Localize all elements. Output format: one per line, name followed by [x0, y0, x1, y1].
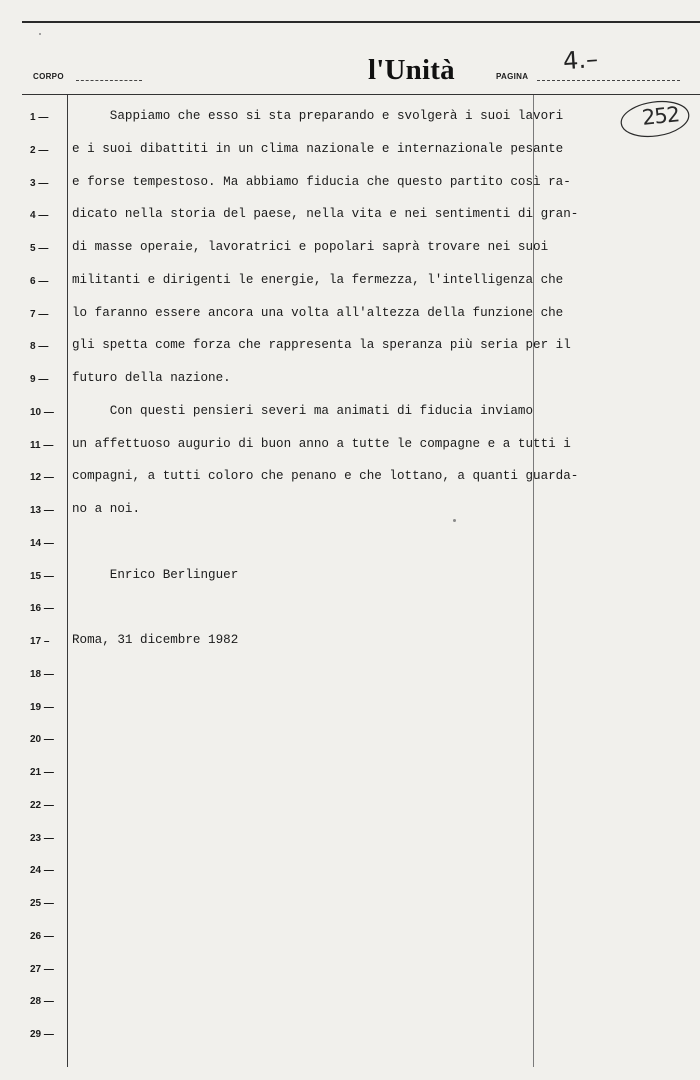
- line-number: 23 —: [30, 832, 54, 844]
- pagina-field-line: [537, 80, 680, 81]
- page-number-handwritten: 4.–: [562, 44, 599, 76]
- line-number: 21 —: [30, 767, 54, 778]
- line-number: 22 —: [30, 799, 54, 811]
- line-number: 25 —: [30, 898, 54, 909]
- line-number: 11 —: [30, 439, 54, 451]
- typed-line: Con questi pensieri severi ma animati di fiducia inviamo: [72, 403, 534, 418]
- line-number: 7 —: [30, 308, 49, 320]
- line-number: 15 —: [30, 570, 54, 582]
- typed-line: futuro della nazione.: [72, 371, 231, 385]
- typed-line: militanti e dirigenti le energie, la fermezza, l'intelligenza che: [72, 272, 564, 287]
- typed-line: Enrico Berlinguer: [72, 567, 239, 582]
- line-number: 5 —: [30, 243, 49, 254]
- line-number: 20 —: [30, 734, 54, 746]
- line-number: 28 —: [30, 996, 54, 1008]
- corpo-label: CORPO: [33, 72, 64, 81]
- line-number: 14 —: [30, 537, 54, 549]
- left-margin-line: [67, 95, 68, 1067]
- typed-line: di masse operaie, lavoratrici e popolari saprà trovare nei suoi: [72, 240, 549, 254]
- line-number: 10 —: [30, 406, 54, 418]
- typed-line: e forse tempestoso. Ma abbiamo fiducia che questo partito così ra-: [72, 174, 571, 189]
- archive-number: 252: [640, 102, 681, 130]
- typed-line: gli spetta come forza che rappresenta la speranza più seria per il: [72, 338, 571, 353]
- typed-line: compagni, a tutti coloro che penano e che lottano, a quanti guarda-: [72, 469, 579, 484]
- line-number: 9 —: [30, 374, 49, 385]
- line-number: 16 —: [30, 603, 54, 615]
- paper-speck: [453, 519, 456, 522]
- line-number: 12 —: [30, 472, 54, 484]
- line-number: 4 —: [30, 210, 49, 222]
- line-number: 3 —: [30, 177, 49, 189]
- line-number: 27 —: [30, 963, 54, 975]
- typed-line: dicato nella storia del paese, nella vita e nei sentimenti di gran-: [72, 207, 579, 222]
- line-number: 26 —: [30, 930, 54, 942]
- line-number: 2 —: [30, 144, 49, 156]
- typed-line: Sappiamo che esso si sta preparando e svolgerà i suoi lavori: [72, 109, 564, 123]
- top-rule: [22, 21, 700, 23]
- masthead-title: l'Unità: [368, 54, 455, 86]
- line-number: 8 —: [30, 341, 49, 353]
- typed-line: no a noi.: [72, 502, 141, 516]
- typed-line: e i suoi dibattiti in un clima nazionale e internazionale pesante: [72, 141, 564, 156]
- typed-line: lo faranno essere ancora una volta all'altezza della funzione che: [72, 305, 564, 320]
- line-number: 17 –: [30, 636, 50, 647]
- typed-line: un affettuoso augurio di buon anno a tutte le compagne e a tutti i: [72, 436, 571, 451]
- typed-line: Roma, 31 dicembre 1982: [72, 633, 239, 647]
- line-number: 24 —: [30, 865, 54, 877]
- corpo-field-line: [76, 80, 142, 81]
- line-number: 29 —: [30, 1029, 54, 1040]
- header-rule: [22, 94, 700, 95]
- line-number: 19 —: [30, 701, 54, 713]
- line-number: 13 —: [30, 505, 54, 516]
- line-number: 6 —: [30, 275, 49, 287]
- pagina-label: PAGINA: [496, 72, 529, 81]
- line-number: 18 —: [30, 668, 54, 680]
- paper-speck: [39, 33, 41, 35]
- line-number: 1 —: [30, 112, 49, 123]
